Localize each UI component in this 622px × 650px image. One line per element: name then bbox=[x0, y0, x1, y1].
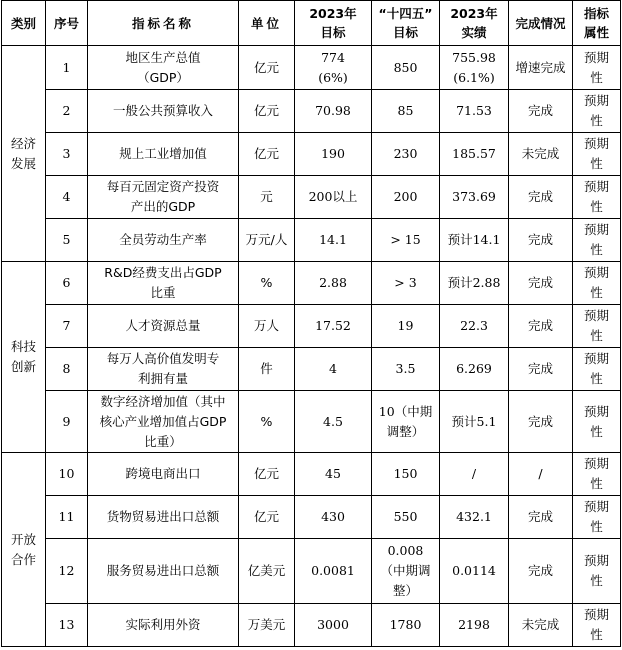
cell-line: 预期 bbox=[583, 308, 609, 323]
cell-line: 性 bbox=[590, 242, 603, 257]
header-seq: 序号 bbox=[46, 1, 88, 46]
target145-cell bbox=[372, 219, 440, 262]
status-cell: / bbox=[509, 453, 573, 496]
cell-line: 6.269 bbox=[456, 361, 492, 376]
target145-cell bbox=[372, 262, 440, 305]
cell-line: 性 bbox=[590, 156, 603, 171]
table-row bbox=[2, 604, 621, 647]
cell-line: 每万人高价值发明专 bbox=[106, 351, 220, 366]
actual2023-cell bbox=[440, 262, 509, 305]
cell-line: 整） bbox=[392, 583, 418, 598]
actual2023-cell bbox=[440, 453, 509, 496]
cell-line: 71.53 bbox=[456, 103, 492, 118]
cell-line: 85 bbox=[397, 103, 414, 118]
cell-line: 70.98 bbox=[315, 103, 351, 118]
status-cell: 未完成 bbox=[509, 604, 573, 647]
cell-line: 预期 bbox=[583, 351, 609, 366]
header-attr-line1: 指标 bbox=[583, 6, 609, 21]
table-row bbox=[2, 348, 621, 391]
status-cell: 完成 bbox=[509, 176, 573, 219]
attr-cell bbox=[573, 348, 621, 391]
cell-line: 比重） bbox=[144, 433, 182, 449]
attr-cell bbox=[573, 219, 621, 262]
status-cell: 未完成 bbox=[509, 133, 573, 176]
cell-line: 预期 bbox=[583, 136, 609, 151]
status-cell: 完成 bbox=[509, 391, 573, 453]
cell-line: 性 bbox=[590, 285, 603, 300]
actual2023-cell bbox=[440, 305, 509, 348]
cell-line: 200 bbox=[393, 189, 418, 204]
target145-cell bbox=[372, 539, 440, 604]
unit-cell: 万元/人 bbox=[239, 219, 295, 262]
cell-line: 19 bbox=[397, 318, 414, 333]
header-target-145-line2: 目标 bbox=[392, 25, 418, 40]
target2023-cell bbox=[295, 453, 372, 496]
category-cell bbox=[2, 262, 46, 453]
status-cell: 完成 bbox=[509, 539, 573, 604]
target2023-cell bbox=[295, 496, 372, 539]
cell-line: 预期 bbox=[583, 456, 609, 471]
seq-cell: 6 bbox=[46, 262, 88, 305]
cell-line: 预期 bbox=[583, 607, 609, 622]
table-body bbox=[2, 46, 621, 647]
status-cell: 完成 bbox=[509, 348, 573, 391]
target145-cell bbox=[372, 496, 440, 539]
header-actual-2023 bbox=[440, 1, 509, 46]
cell-line: 预期 bbox=[583, 49, 609, 65]
seq-cell: 3 bbox=[46, 133, 88, 176]
actual2023-cell bbox=[440, 219, 509, 262]
cell-line: 利拥有量 bbox=[137, 371, 188, 386]
cell-line: 预期 bbox=[583, 265, 609, 280]
cell-line: 10（中期 bbox=[378, 403, 433, 419]
table-row bbox=[2, 305, 621, 348]
table-row bbox=[2, 46, 621, 90]
target2023-cell bbox=[295, 133, 372, 176]
header-target-145-line1: “十四五” bbox=[378, 6, 433, 21]
cell-line: 774 bbox=[321, 49, 345, 65]
cell-line: 开放 bbox=[10, 531, 36, 547]
indicator-name-cell bbox=[88, 496, 239, 539]
target145-cell bbox=[372, 604, 440, 647]
seq-cell: 11 bbox=[46, 496, 88, 539]
cell-line: 服务贸易进出口总额 bbox=[106, 563, 220, 578]
cell-line: 0.0081 bbox=[311, 563, 355, 578]
target2023-cell bbox=[295, 90, 372, 133]
attr-cell bbox=[573, 604, 621, 647]
cell-line: 性 bbox=[590, 476, 603, 491]
table-row bbox=[2, 90, 621, 133]
cell-line: 比重 bbox=[150, 285, 176, 300]
cell-line: 0.0114 bbox=[452, 563, 496, 578]
unit-cell: 亿元 bbox=[239, 90, 295, 133]
cell-line: 预计14.1 bbox=[447, 232, 501, 247]
cell-line: 4 bbox=[329, 361, 337, 376]
indicator-name-cell bbox=[88, 133, 239, 176]
cell-line: 预期 bbox=[583, 93, 609, 108]
cell-line: （中期调 bbox=[380, 563, 431, 578]
header-actual-2023-line1: 2023年 bbox=[450, 6, 498, 21]
cell-line: > 3 bbox=[394, 275, 417, 290]
target2023-cell bbox=[295, 305, 372, 348]
target145-cell bbox=[372, 453, 440, 496]
attr-cell bbox=[573, 496, 621, 539]
seq-cell: 10 bbox=[46, 453, 88, 496]
target145-cell bbox=[372, 391, 440, 453]
actual2023-cell bbox=[440, 604, 509, 647]
header-target-2023 bbox=[295, 1, 372, 46]
unit-cell: 件 bbox=[239, 348, 295, 391]
target145-cell bbox=[372, 305, 440, 348]
cell-line: / bbox=[471, 466, 477, 481]
cell-line: 规上工业增加值 bbox=[119, 146, 207, 161]
seq-cell: 8 bbox=[46, 348, 88, 391]
cell-line: 373.69 bbox=[452, 189, 496, 204]
category-cell bbox=[2, 453, 46, 647]
actual2023-cell bbox=[440, 391, 509, 453]
cell-line: 预期 bbox=[583, 403, 609, 419]
target2023-cell bbox=[295, 348, 372, 391]
cell-line: 性 bbox=[590, 199, 603, 214]
target145-cell bbox=[372, 348, 440, 391]
cell-line: 850 bbox=[393, 59, 418, 75]
attr-cell bbox=[573, 453, 621, 496]
cell-line: 17.52 bbox=[315, 318, 351, 333]
cell-line: 430 bbox=[321, 509, 345, 524]
header-target-145 bbox=[372, 1, 440, 46]
cell-line: 14.1 bbox=[319, 232, 347, 247]
unit-cell: 亿元 bbox=[239, 133, 295, 176]
indicator-name-cell bbox=[88, 176, 239, 219]
cell-line: 2.88 bbox=[319, 275, 347, 290]
unit-cell: % bbox=[239, 262, 295, 305]
indicator-name-cell bbox=[88, 90, 239, 133]
actual2023-cell bbox=[440, 348, 509, 391]
header-status: 完成情况 bbox=[509, 1, 573, 46]
target2023-cell bbox=[295, 219, 372, 262]
cell-line: 一般公共预算收入 bbox=[112, 103, 213, 118]
cell-line: 755.98 bbox=[452, 49, 496, 65]
cell-line: 预计2.88 bbox=[447, 275, 501, 290]
header-attr-line2: 属性 bbox=[583, 25, 609, 40]
cell-line: 22.3 bbox=[460, 318, 488, 333]
header-indicator: 指标名称 bbox=[88, 1, 239, 46]
attr-cell bbox=[573, 176, 621, 219]
cell-line: 200以上 bbox=[308, 189, 358, 204]
actual2023-cell bbox=[440, 90, 509, 133]
cell-line: 性 bbox=[590, 328, 603, 343]
indicator-name-cell bbox=[88, 305, 239, 348]
cell-line: 跨境电商出口 bbox=[125, 466, 201, 481]
cell-line: 性 bbox=[590, 519, 603, 534]
table-row bbox=[2, 262, 621, 305]
status-cell: 增速完成 bbox=[509, 46, 573, 90]
table-row bbox=[2, 219, 621, 262]
unit-cell: 万人 bbox=[239, 305, 295, 348]
cell-line: 实际利用外资 bbox=[125, 617, 201, 632]
target145-cell bbox=[372, 90, 440, 133]
cell-line: 科技 bbox=[10, 339, 36, 354]
cell-line: 1780 bbox=[389, 617, 422, 632]
unit-cell: 亿元 bbox=[239, 496, 295, 539]
cell-line: 性 bbox=[590, 113, 603, 128]
unit-cell: % bbox=[239, 391, 295, 453]
cell-line: 每百元固定资产投资 bbox=[106, 179, 220, 194]
header-actual-2023-line2: 实绩 bbox=[461, 25, 487, 40]
actual2023-cell bbox=[440, 496, 509, 539]
indicator-name-cell bbox=[88, 46, 239, 90]
seq-cell: 1 bbox=[46, 46, 88, 90]
table-row bbox=[2, 391, 621, 453]
cell-line: 数字经济增加值（其中 bbox=[100, 393, 226, 409]
seq-cell: 9 bbox=[46, 391, 88, 453]
target145-cell bbox=[372, 46, 440, 90]
cell-line: 调整） bbox=[386, 423, 425, 439]
target2023-cell bbox=[295, 604, 372, 647]
table-row bbox=[2, 133, 621, 176]
indicator-name-cell bbox=[88, 391, 239, 453]
cell-line: 性 bbox=[590, 423, 603, 439]
cell-line: 预期 bbox=[583, 222, 609, 237]
seq-cell: 7 bbox=[46, 305, 88, 348]
cell-line: 230 bbox=[393, 146, 418, 161]
table-row bbox=[2, 539, 621, 604]
cell-line: 性 bbox=[590, 573, 603, 588]
cell-line: 预期 bbox=[583, 499, 609, 514]
category-cell bbox=[2, 46, 46, 262]
attr-cell bbox=[573, 133, 621, 176]
status-cell: 完成 bbox=[509, 305, 573, 348]
seq-cell: 2 bbox=[46, 90, 88, 133]
cell-line: 性 bbox=[590, 371, 603, 386]
target2023-cell bbox=[295, 262, 372, 305]
status-cell: 完成 bbox=[509, 90, 573, 133]
cell-line: 性 bbox=[590, 627, 603, 642]
table-row bbox=[2, 496, 621, 539]
cell-line: 合作 bbox=[10, 551, 36, 567]
status-cell: 完成 bbox=[509, 496, 573, 539]
cell-line: 0.008 bbox=[387, 543, 424, 558]
table-header bbox=[2, 1, 621, 46]
seq-cell: 4 bbox=[46, 176, 88, 219]
attr-cell bbox=[573, 391, 621, 453]
target2023-cell bbox=[295, 46, 372, 90]
attr-cell bbox=[573, 539, 621, 604]
unit-cell: 亿元 bbox=[239, 46, 295, 90]
unit-cell: 万美元 bbox=[239, 604, 295, 647]
attr-cell bbox=[573, 262, 621, 305]
indicator-name-cell bbox=[88, 262, 239, 305]
actual2023-cell bbox=[440, 176, 509, 219]
cell-line: (6.1%) bbox=[453, 69, 495, 85]
cell-line: 性 bbox=[590, 69, 603, 85]
actual2023-cell bbox=[440, 539, 509, 604]
cell-line: 货物贸易进出口总额 bbox=[106, 509, 220, 524]
table-row bbox=[2, 453, 621, 496]
cell-line: 3000 bbox=[317, 617, 349, 632]
cell-line: (6%) bbox=[318, 69, 348, 85]
attr-cell bbox=[573, 90, 621, 133]
status-cell: 完成 bbox=[509, 219, 573, 262]
cell-line: 预期 bbox=[583, 179, 609, 194]
cell-line: （GDP） bbox=[137, 69, 189, 85]
cell-line: 432.1 bbox=[456, 509, 492, 524]
cell-line: 150 bbox=[393, 466, 418, 481]
table-row bbox=[2, 176, 621, 219]
cell-line: 预期 bbox=[583, 553, 609, 568]
indicator-name-cell bbox=[88, 453, 239, 496]
cell-line: 经济 bbox=[10, 135, 36, 151]
header-target-2023-line1: 2023年 bbox=[309, 6, 357, 21]
cell-line: 地区生产总值 bbox=[125, 49, 201, 65]
cell-line: 45 bbox=[325, 466, 341, 481]
indicator-name-cell bbox=[88, 219, 239, 262]
attr-cell bbox=[573, 305, 621, 348]
indicator-name-cell bbox=[88, 539, 239, 604]
cell-line: 人才资源总量 bbox=[125, 318, 201, 333]
cell-line: > 15 bbox=[390, 232, 421, 247]
cell-line: 4.5 bbox=[323, 413, 343, 429]
attr-cell bbox=[573, 46, 621, 90]
cell-line: 全员劳动生产率 bbox=[119, 232, 207, 247]
header-unit: 单位 bbox=[239, 1, 295, 46]
cell-line: 预计5.1 bbox=[451, 413, 497, 429]
header-category: 类别 bbox=[2, 1, 46, 46]
actual2023-cell bbox=[440, 133, 509, 176]
cell-line: 2198 bbox=[458, 617, 490, 632]
target2023-cell bbox=[295, 176, 372, 219]
seq-cell: 13 bbox=[46, 604, 88, 647]
cell-line: 发展 bbox=[10, 155, 36, 171]
indicator-table bbox=[1, 0, 621, 647]
target2023-cell bbox=[295, 539, 372, 604]
seq-cell: 5 bbox=[46, 219, 88, 262]
header-target-2023-line2: 目标 bbox=[320, 25, 346, 40]
unit-cell: 亿美元 bbox=[239, 539, 295, 604]
cell-line: 创新 bbox=[10, 359, 36, 374]
actual2023-cell bbox=[440, 46, 509, 90]
cell-line: 核心产业增加值占GDP bbox=[99, 413, 227, 429]
cell-line: 185.57 bbox=[452, 146, 496, 161]
indicator-name-cell bbox=[88, 348, 239, 391]
cell-line: 190 bbox=[321, 146, 345, 161]
target145-cell bbox=[372, 176, 440, 219]
cell-line: 产出的GDP bbox=[130, 199, 196, 214]
cell-line: 550 bbox=[393, 509, 418, 524]
status-cell: 完成 bbox=[509, 262, 573, 305]
seq-cell: 12 bbox=[46, 539, 88, 604]
cell-line: R&D经费支出占GDP bbox=[104, 265, 222, 280]
target2023-cell bbox=[295, 391, 372, 453]
header-attr bbox=[573, 1, 621, 46]
cell-line: 3.5 bbox=[395, 361, 416, 376]
unit-cell: 亿元 bbox=[239, 453, 295, 496]
unit-cell: 元 bbox=[239, 176, 295, 219]
target145-cell bbox=[372, 133, 440, 176]
indicator-name-cell bbox=[88, 604, 239, 647]
